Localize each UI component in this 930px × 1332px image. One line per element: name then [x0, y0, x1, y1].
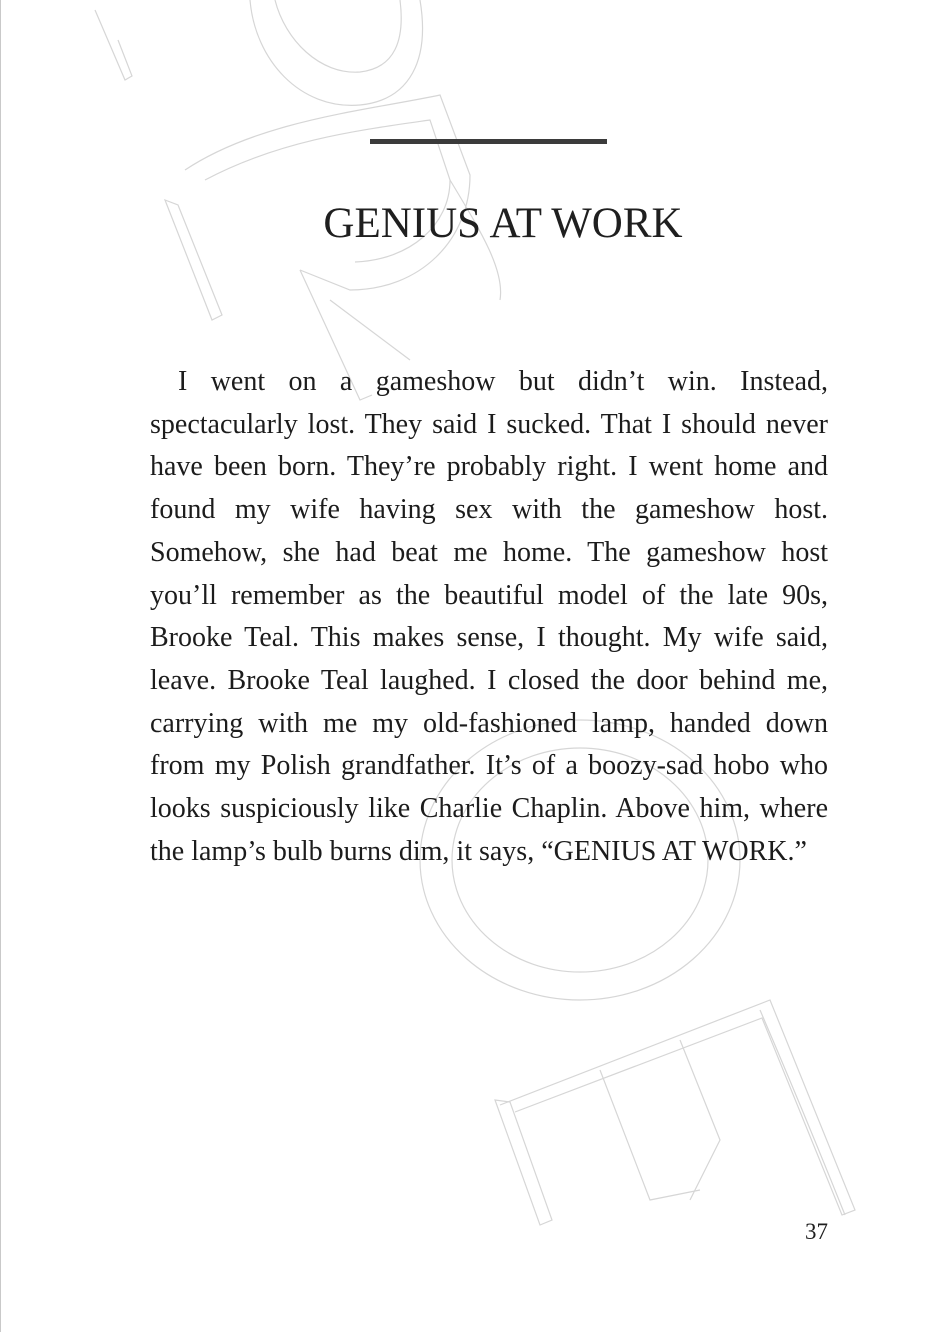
chapter-title: GENIUS AT WORK [323, 200, 683, 247]
chapter-rule [370, 139, 607, 144]
page-number: 37 [805, 1219, 828, 1244]
body-paragraph: I went on a gameshow but didn’t win. Instead, spectacularly lost. They said I sucked. That I should never have been born. They’re probably right. I went home and found my wife having sex with the gameshow host. Somehow, she had beat me home. The gameshow host you’ll remember as the beautiful model of the late 90s, Brooke Teal. This makes sense, I thought. My wife said, leave. Brooke Teal laughed. I closed the door behind me, carrying with me my old-fashioned lamp, handed down from my Polish grandfather. It’s of a boozy-sad hobo who looks suspiciously like Charlie Chaplin. Above him, where the lamp’s bulb burns dim, it says, “GENIUS AT WORK.” [150, 366, 828, 867]
